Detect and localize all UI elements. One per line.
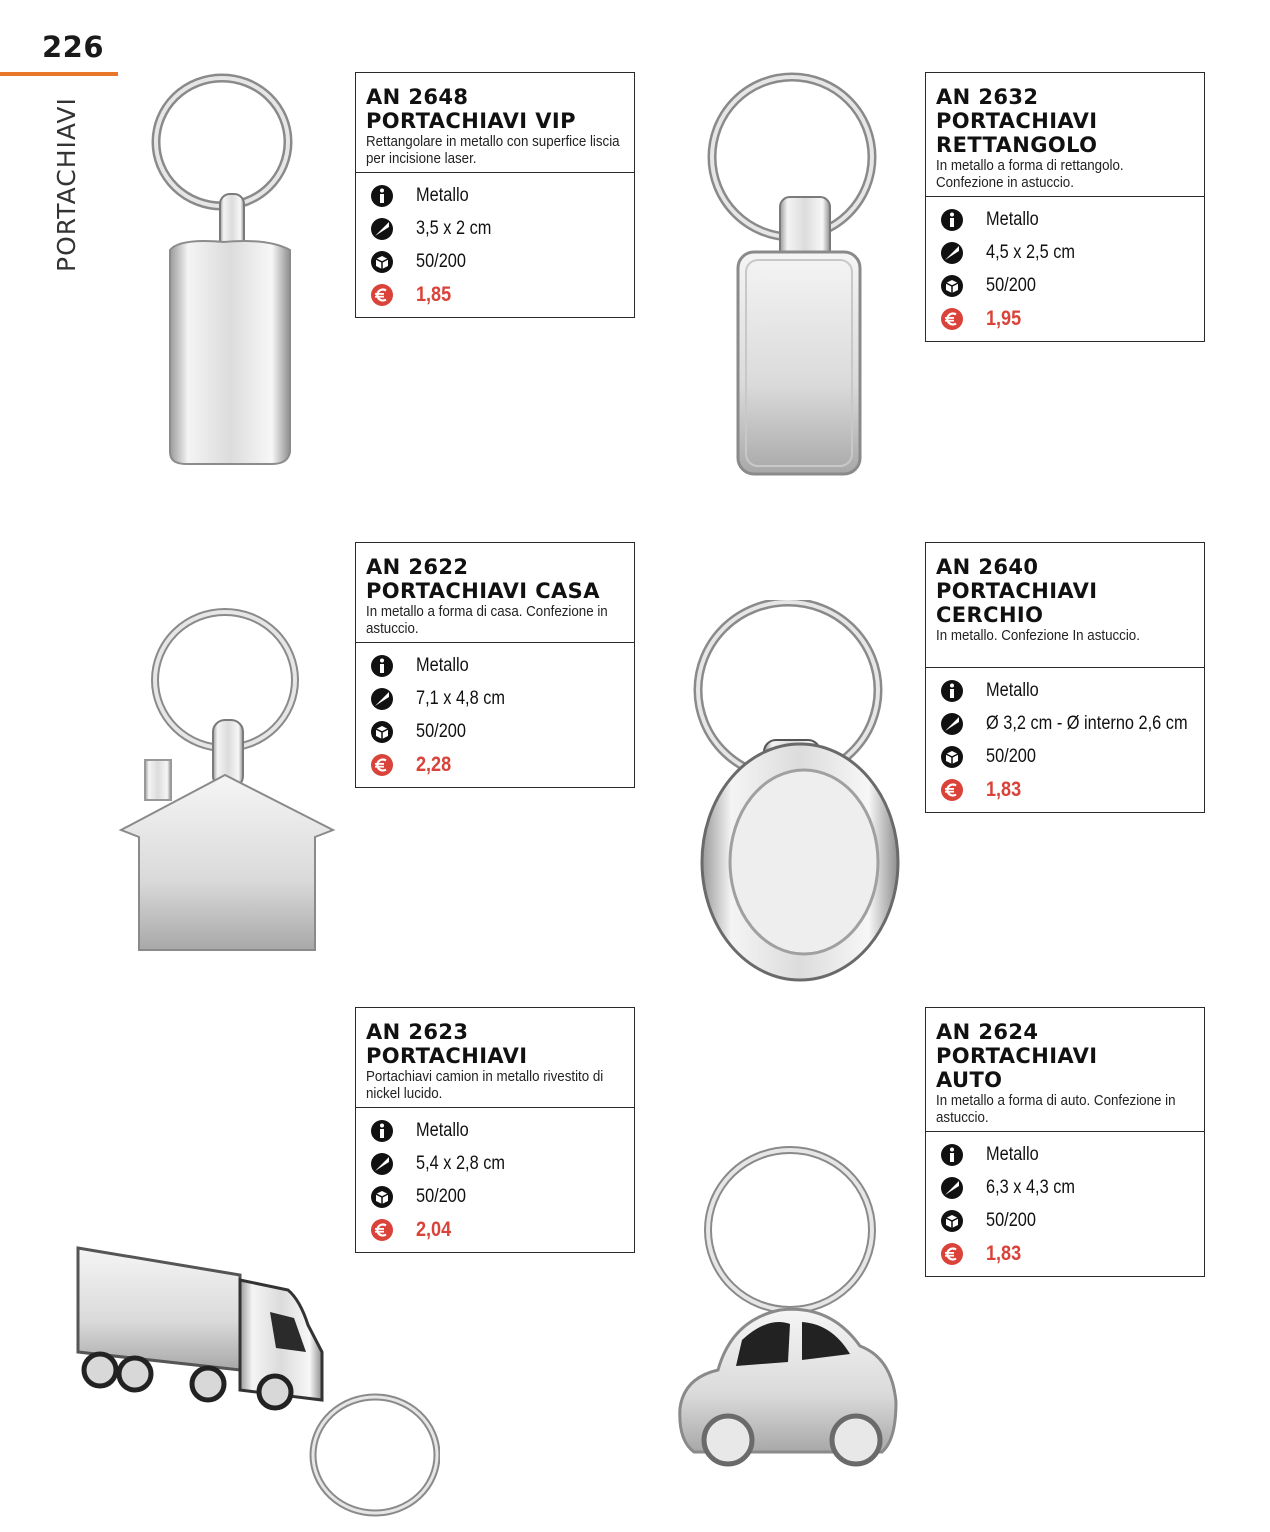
dimension-icon: [940, 241, 964, 265]
material-value: Metallo: [986, 679, 1039, 701]
material-value: Metallo: [416, 184, 469, 206]
product-name-line2: CERCHIO: [936, 603, 1044, 627]
product-name: PORTACHIAVI: [936, 1044, 1098, 1068]
material-value: Metallo: [986, 208, 1039, 230]
product-name: PORTACHIAVI CASA: [366, 579, 600, 603]
product-name: PORTACHIAVI: [936, 109, 1098, 133]
info-icon: [940, 208, 964, 232]
product-name: PORTACHIAVI: [366, 1044, 528, 1068]
info-icon: [370, 654, 394, 678]
price-value: 1,85: [416, 282, 452, 306]
euro-icon: [940, 1242, 964, 1266]
dimension-icon: [940, 712, 964, 736]
product-name-line2: AUTO: [936, 1068, 1003, 1092]
product-card-an2640: [925, 542, 1205, 813]
info-icon: [370, 1119, 394, 1143]
dimension-icon: [370, 687, 394, 711]
size-value: 5,4 x 2,8 cm: [416, 1152, 506, 1174]
section-label: PORTACHIAVI: [52, 97, 81, 272]
product-card-an2648: [355, 72, 635, 318]
product-card-an2632: [925, 72, 1205, 342]
keychain-camion-image: [70, 1240, 440, 1520]
euro-icon: [940, 307, 964, 331]
product-code: AN 2622: [366, 555, 469, 579]
euro-icon: [370, 283, 394, 307]
product-description: In metallo a forma di auto. Confezione in astuccio.: [936, 1093, 1176, 1126]
packing-value: 50/200: [986, 1209, 1036, 1231]
product-description: Portachiavi camion in metallo rivestito di nickel lucido.: [366, 1069, 604, 1102]
product-description: In metallo a forma di rettangolo. Confezione in astuccio.: [936, 158, 1124, 191]
packing-value: 50/200: [986, 745, 1036, 767]
keychain-vip-image: [140, 72, 310, 472]
keychain-cerchio-image: [690, 600, 900, 1000]
size-value: 7,1 x 4,8 cm: [416, 687, 506, 709]
product-description: In metallo. Confezione In astuccio.: [936, 628, 1140, 644]
size-value: 4,5 x 2,5 cm: [986, 241, 1076, 263]
info-icon: [940, 1143, 964, 1167]
packing-value: 50/200: [416, 250, 466, 272]
info-icon: [940, 679, 964, 703]
price-value: 2,04: [416, 1217, 452, 1241]
page-number: 226: [42, 30, 105, 64]
size-value: Ø 3,2 cm - Ø interno 2,6 cm: [986, 712, 1188, 734]
euro-icon: [370, 753, 394, 777]
box-icon: [370, 720, 394, 744]
product-name: PORTACHIAVI VIP: [366, 109, 576, 133]
product-card-an2624: [925, 1007, 1205, 1277]
box-icon: [940, 1209, 964, 1233]
material-value: Metallo: [986, 1143, 1039, 1165]
box-icon: [370, 1185, 394, 1209]
dimension-icon: [940, 1176, 964, 1200]
product-description: Rettangolare in metallo con superfice liscia per incisione laser.: [366, 134, 620, 167]
product-card-an2622: [355, 542, 635, 788]
product-code: AN 2632: [936, 85, 1039, 109]
product-name-line2: RETTANGOLO: [936, 133, 1098, 157]
size-value: 6,3 x 4,3 cm: [986, 1176, 1076, 1198]
product-code: AN 2623: [366, 1020, 469, 1044]
price-value: 1,95: [986, 306, 1022, 330]
packing-value: 50/200: [416, 720, 466, 742]
product-name: PORTACHIAVI: [936, 579, 1098, 603]
box-icon: [370, 250, 394, 274]
price-value: 2,28: [416, 752, 452, 776]
size-value: 3,5 x 2 cm: [416, 217, 492, 239]
product-code: AN 2624: [936, 1020, 1039, 1044]
product-code: AN 2648: [366, 85, 469, 109]
header-rule: [0, 72, 118, 76]
euro-icon: [370, 1218, 394, 1242]
box-icon: [940, 745, 964, 769]
price-value: 1,83: [986, 777, 1022, 801]
price-value: 1,83: [986, 1241, 1022, 1265]
packing-value: 50/200: [986, 274, 1036, 296]
dimension-icon: [370, 1152, 394, 1176]
keychain-auto-image: [670, 1140, 910, 1500]
product-description: In metallo a forma di casa. Confezione in astuccio.: [366, 604, 608, 637]
info-icon: [370, 184, 394, 208]
box-icon: [940, 274, 964, 298]
euro-icon: [940, 778, 964, 802]
keychain-rettangolo-image: [700, 72, 900, 482]
keychain-casa-image: [115, 605, 345, 975]
dimension-icon: [370, 217, 394, 241]
product-card-an2623: [355, 1007, 635, 1253]
material-value: Metallo: [416, 654, 469, 676]
material-value: Metallo: [416, 1119, 469, 1141]
product-code: AN 2640: [936, 555, 1039, 579]
packing-value: 50/200: [416, 1185, 466, 1207]
